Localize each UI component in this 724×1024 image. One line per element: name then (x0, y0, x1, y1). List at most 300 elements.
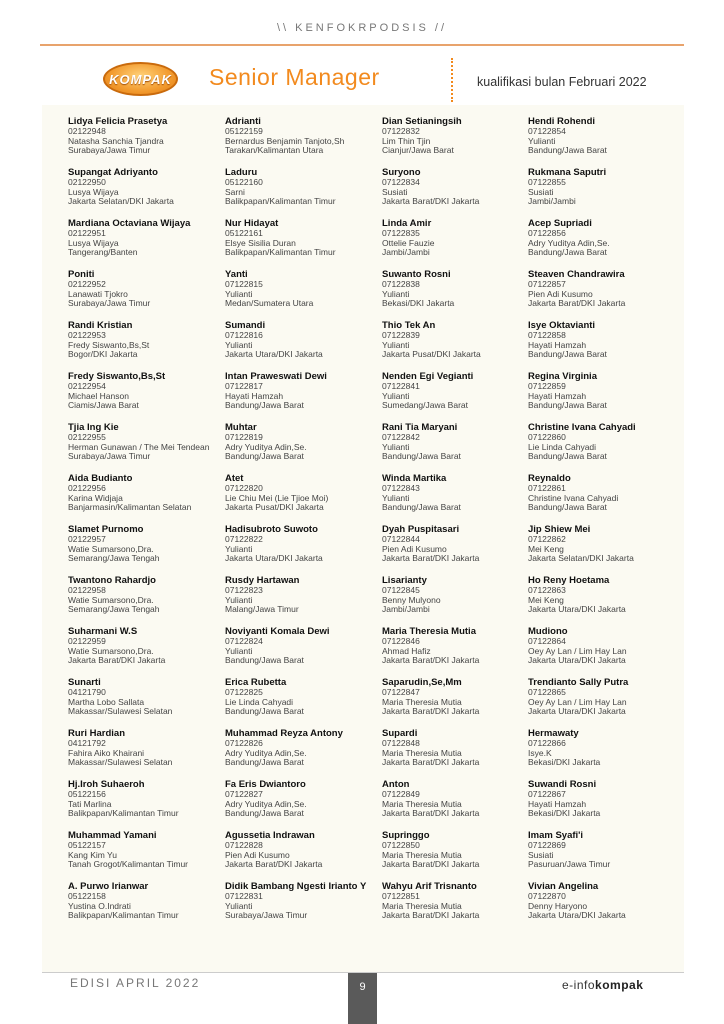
sponsor-name: Adry Yuditya Adin,Se. (225, 441, 307, 452)
member-name: Intan Praweswati Dewi (225, 371, 327, 382)
member-entry (528, 677, 668, 728)
sponsor-name: Hayati Hamzah (528, 390, 587, 401)
member-code: 07122823 (225, 585, 263, 595)
member-name: Ho Reny Hoetama (528, 575, 610, 586)
member-entry (382, 371, 528, 422)
member-entry (528, 218, 668, 269)
member-code: 02122951 (68, 228, 106, 238)
member-location: Pasuruan/Jawa Timur (528, 859, 611, 870)
member-name: Fredy Siswanto,Bs,St (68, 371, 166, 382)
member-location: Tangerang/Banten (68, 247, 138, 258)
sponsor-name: Lanawati Tjokro (68, 288, 128, 299)
sponsor-name: Maria Theresia Mutia (382, 696, 462, 707)
sponsor-name: Lusya Wijaya (68, 237, 119, 248)
sponsor-name: Oey Ay Lan / Lim Hay Lan (528, 696, 627, 707)
member-name: Randi Kristian (68, 320, 133, 331)
sponsor-name: Yulianti (382, 492, 410, 503)
member-name: Tjia Ing Kie (68, 422, 119, 433)
member-name: Muhammad Reyza Antony (225, 728, 343, 739)
member-location: Jakarta Utara/DKI Jakarta (528, 910, 626, 921)
member-name: Rukmana Saputri (528, 167, 607, 178)
member-name: Noviyanti Komala Dewi (225, 626, 330, 637)
member-name: Nur Hidayat (225, 218, 279, 229)
member-name: Adrianti (225, 116, 261, 127)
sponsor-name: Yulianti (225, 645, 253, 656)
member-entry (225, 320, 382, 371)
sponsor-name: Natasha Sanchia Tjandra (68, 135, 164, 146)
sponsor-name: Yulianti (528, 135, 556, 146)
member-name: Maria Theresia Mutia (382, 626, 476, 637)
member-entry (68, 830, 225, 881)
member-entry (225, 167, 382, 218)
sponsor-name: Hayati Hamzah (528, 339, 587, 350)
member-location: Cianjur/Jawa Barat (382, 145, 454, 156)
member-name: Regina Virginia (528, 371, 597, 382)
member-code: 02122950 (68, 177, 106, 187)
member-entry (528, 881, 668, 932)
member-code: 02122948 (68, 126, 106, 136)
sponsor-name: Herman Gunawan / The Mei Tendean (68, 441, 210, 452)
member-location: Medan/Sumatera Utara (225, 298, 314, 309)
member-name: Supangat Adriyanto (68, 167, 158, 178)
member-entry (528, 473, 668, 524)
member-name: Dian Setianingsih (382, 116, 462, 127)
member-name: Supardi (382, 728, 418, 739)
member-name: Fa Eris Dwiantoro (225, 779, 306, 790)
member-name: Suryono (382, 167, 421, 178)
sponsor-name: Sarni (225, 186, 245, 197)
member-location: Bandung/Jawa Barat (225, 706, 304, 717)
brand-prefix: e-info (562, 978, 596, 992)
member-name: Wahyu Arif Trisnanto (382, 881, 477, 892)
sponsor-name: Ahmad Hafiz (382, 645, 431, 656)
sponsor-name: Maria Theresia Mutia (382, 849, 462, 860)
member-code: 07122859 (528, 381, 566, 391)
member-code: 07122858 (528, 330, 566, 340)
member-location: Semarang/Jawa Tengah (68, 553, 160, 564)
member-entry (225, 524, 382, 575)
header-divider (40, 44, 684, 46)
member-code: 07122820 (225, 483, 263, 493)
member-code: 07122842 (382, 432, 420, 442)
member-name: Hj.Iroh Suhaeroh (68, 779, 145, 790)
member-code: 02122958 (68, 585, 106, 595)
member-entry (68, 422, 225, 473)
sponsor-name: Lie Chiu Mei (Lie Tjioe Moi) (225, 492, 329, 503)
member-name: Supringgo (382, 830, 430, 841)
sponsor-name: Lusya Wijaya (68, 186, 119, 197)
member-code: 04121792 (68, 738, 106, 748)
member-name: Suwandi Rosni (528, 779, 597, 790)
sponsor-name: Lim Thin Tjin (382, 135, 431, 146)
sponsor-name: Christine Ivana Cahyadi (528, 492, 619, 503)
member-location: Tanah Grogot/Kalimantan Timur (68, 859, 189, 870)
member-location: Bandung/Jawa Barat (382, 502, 461, 513)
member-code: 07122857 (528, 279, 566, 289)
member-location: Ciamis/Jawa Barat (68, 400, 139, 411)
member-location: Bandung/Jawa Barat (225, 757, 304, 768)
member-name: Isye Oktavianti (528, 320, 596, 331)
sponsor-name: Maria Theresia Mutia (382, 747, 462, 758)
member-name: Erica Rubetta (225, 677, 287, 688)
member-entry (68, 218, 225, 269)
member-name: Linda Amir (382, 218, 432, 229)
member-code: 05122156 (68, 789, 106, 799)
member-code: 07122854 (528, 126, 566, 136)
member-entry (382, 881, 528, 932)
member-entry (225, 422, 382, 473)
member-entry (68, 524, 225, 575)
sponsor-name: Yulianti (225, 543, 253, 554)
member-entry (528, 779, 668, 830)
member-location: Jakarta Barat/DKI Jakarta (382, 655, 480, 666)
member-entry (382, 473, 528, 524)
member-location: Bekasi/DKI Jakarta (528, 808, 601, 819)
member-name: Reynaldo (528, 473, 571, 484)
member-entry (528, 524, 668, 575)
member-entry (225, 218, 382, 269)
member-entry (382, 116, 528, 167)
member-location: Bandung/Jawa Barat (528, 400, 607, 411)
member-entry (528, 116, 668, 167)
member-list (68, 116, 668, 932)
member-location: Jakarta Utara/DKI Jakarta (225, 349, 323, 360)
member-name: Suharmani W.S (68, 626, 138, 637)
sponsor-name: Martha Lobo Sallata (68, 696, 145, 707)
member-name: Muhammad Yamani (68, 830, 157, 841)
member-entry (382, 320, 528, 371)
member-entry (528, 269, 668, 320)
member-name: Imam Syafi'i (528, 830, 584, 841)
edition-label (70, 978, 200, 988)
member-location: Bandung/Jawa Barat (528, 502, 607, 513)
member-name: Didik Bambang Ngesti Irianto Y (225, 881, 367, 892)
sponsor-name: Tati Marlina (68, 798, 112, 809)
member-name: Rani Tia Maryani (382, 422, 458, 433)
member-location: Jakarta Barat/DKI Jakarta (68, 655, 166, 666)
member-name: Lisarianty (382, 575, 427, 586)
sponsor-name: Maria Theresia Mutia (382, 798, 462, 809)
member-code: 07122835 (382, 228, 420, 238)
member-entry (225, 269, 382, 320)
member-entry (382, 779, 528, 830)
member-location: Balikpapan/Kalimantan Timur (225, 247, 336, 258)
member-entry (382, 218, 528, 269)
footer-brand (562, 978, 643, 992)
member-name: Hermawaty (528, 728, 579, 739)
sponsor-name: Pien Adi Kusumo (225, 849, 290, 860)
member-entry (68, 779, 225, 830)
member-entry (528, 575, 668, 626)
member-location: Bandung/Jawa Barat (528, 247, 607, 258)
member-location: Jakarta Barat/DKI Jakarta (382, 757, 480, 768)
member-entry (225, 575, 382, 626)
member-name: Steaven Chandrawira (528, 269, 625, 280)
sponsor-name: Yustina O.Indrati (68, 900, 131, 911)
member-location: Balikpapan/Kalimantan Timur (225, 196, 336, 207)
member-entry (382, 524, 528, 575)
member-entry (225, 881, 382, 932)
member-name: Trendianto Sally Putra (528, 677, 629, 688)
sponsor-name: Watie Sumarsono,Dra. (68, 645, 154, 656)
member-name: Dyah Puspitasari (382, 524, 460, 535)
member-code: 05122158 (68, 891, 106, 901)
member-code: 05122160 (225, 177, 263, 187)
member-code: 07122817 (225, 381, 263, 391)
member-name: A. Purwo Irianwar (68, 881, 149, 892)
member-entry (528, 830, 668, 881)
member-code: 07122844 (382, 534, 420, 544)
member-entry (68, 167, 225, 218)
member-location: Balikpapan/Kalimantan Timur (68, 910, 179, 921)
sponsor-name: Watie Sumarsono,Dra. (68, 543, 154, 554)
sponsor-name: Yulianti (225, 288, 253, 299)
member-code: 07122828 (225, 840, 263, 850)
member-code: 07122849 (382, 789, 420, 799)
page-number: 9 (359, 981, 366, 993)
member-name: Jip Shiew Mei (528, 524, 591, 535)
member-code: 07122843 (382, 483, 420, 493)
member-code: 07122869 (528, 840, 566, 850)
sponsor-name: Oey Ay Lan / Lim Hay Lan (528, 645, 627, 656)
member-entry (68, 320, 225, 371)
logo-text: KOMPAK (109, 71, 172, 87)
sponsor-name: Watie Sumarsono,Dra. (68, 594, 154, 605)
member-entry (382, 626, 528, 677)
member-code: 07122847 (382, 687, 420, 697)
title-separator (451, 58, 453, 102)
kompak-logo (103, 62, 178, 96)
member-code: 04121790 (68, 687, 106, 697)
member-name: Winda Martika (382, 473, 447, 484)
member-location: Jakarta Utara/DKI Jakarta (528, 604, 626, 615)
member-entry (528, 371, 668, 422)
member-code: 07122834 (382, 177, 420, 187)
member-code: 05122159 (225, 126, 263, 136)
sponsor-name: Adry Yuditya Adin,Se. (225, 798, 307, 809)
member-location: Jakarta Selatan/DKI Jakarta (68, 196, 174, 207)
member-code: 07122827 (225, 789, 263, 799)
sponsor-name: Yulianti (225, 594, 253, 605)
member-location: Bandung/Jawa Barat (528, 349, 607, 360)
member-name: Rusdy Hartawan (225, 575, 300, 586)
member-entry (382, 677, 528, 728)
member-code: 02122957 (68, 534, 106, 544)
member-name: Anton (382, 779, 410, 790)
member-code: 07122848 (382, 738, 420, 748)
member-location: Makassar/Sulawesi Selatan (68, 757, 173, 768)
sponsor-name: Ottelie Fauzie (382, 237, 435, 248)
sponsor-name: Susiati (528, 849, 554, 860)
member-name: Mardiana Octaviana Wijaya (68, 218, 191, 229)
member-entry (225, 677, 382, 728)
member-location: Bogor/DKI Jakarta (68, 349, 138, 360)
member-name: Hendi Rohendi (528, 116, 596, 127)
magazine-section-label: \\ KENFOKRPODSIS // (276, 22, 448, 34)
member-entry (225, 728, 382, 779)
member-name: Atet (225, 473, 244, 484)
sponsor-name: Benny Mulyono (382, 594, 441, 605)
member-location: Bandung/Jawa Barat (528, 451, 607, 462)
sponsor-name: Isye.K (528, 747, 552, 758)
member-name: Slamet Purnomo (68, 524, 144, 535)
member-entry (225, 371, 382, 422)
member-location: Surabaya/Jawa Timur (68, 298, 151, 309)
member-code: 07122832 (382, 126, 420, 136)
member-location: Jambi/Jambi (382, 604, 430, 615)
member-code: 07122860 (528, 432, 566, 442)
member-entry (225, 830, 382, 881)
member-code: 07122831 (225, 891, 263, 901)
sponsor-name: Lie Linda Cahyadi (528, 441, 597, 452)
member-location: Jakarta Barat/DKI Jakarta (528, 298, 626, 309)
member-location: Balikpapan/Kalimantan Timur (68, 808, 179, 819)
member-code: 07122865 (528, 687, 566, 697)
member-location: Jakarta Barat/DKI Jakarta (382, 196, 480, 207)
sponsor-name: Adry Yuditya Adin,Se. (528, 237, 610, 248)
sponsor-name: Pien Adi Kusumo (382, 543, 447, 554)
sponsor-name: Maria Theresia Mutia (382, 900, 462, 911)
member-code: 07122867 (528, 789, 566, 799)
member-entry (225, 626, 382, 677)
member-entry (528, 626, 668, 677)
page-title: Senior Manager (209, 64, 380, 90)
member-entry (68, 881, 225, 932)
page-number-box (348, 973, 377, 1024)
member-entry (68, 473, 225, 524)
member-entry (528, 728, 668, 779)
member-code: 07122866 (528, 738, 566, 748)
member-entry (225, 779, 382, 830)
member-entry (68, 116, 225, 167)
member-code: 07122846 (382, 636, 420, 646)
member-location: Jakarta Barat/DKI Jakarta (382, 553, 480, 564)
member-code: 07122819 (225, 432, 263, 442)
member-location: Jakarta Utara/DKI Jakarta (528, 706, 626, 717)
sponsor-name: Denny Haryono (528, 900, 588, 911)
member-name: Agussetia Indrawan (225, 830, 315, 841)
member-code: 07122838 (382, 279, 420, 289)
member-entry (68, 371, 225, 422)
member-location: Malang/Jawa Timur (225, 604, 299, 615)
sponsor-name: Fahira Aiko Khairani (68, 747, 145, 758)
sponsor-name: Hayati Hamzah (528, 798, 587, 809)
member-name: Mudiono (528, 626, 568, 637)
member-name: Ruri Hardian (68, 728, 126, 739)
member-name: Aida Budianto (68, 473, 133, 484)
member-location: Jambi/Jambi (528, 196, 576, 207)
sponsor-name: Yulianti (225, 339, 253, 350)
member-name: Sumandi (225, 320, 266, 331)
member-code: 07122855 (528, 177, 566, 187)
member-location: Bekasi/DKI Jakarta (382, 298, 455, 309)
member-name: Hadisubroto Suwoto (225, 524, 318, 535)
qualification-period: kualifikasi bulan Februari 2022 (477, 75, 647, 89)
member-location: Bandung/Jawa Barat (528, 145, 607, 156)
sponsor-name: Bernardus Benjamin Tanjoto,Sh (225, 135, 345, 146)
member-location: Surabaya/Jawa Timur (225, 910, 308, 921)
sponsor-name: Lie Linda Cahyadi (225, 696, 294, 707)
member-name: Yanti (225, 269, 248, 280)
member-entry (382, 830, 528, 881)
member-entry (68, 677, 225, 728)
member-code: 07122824 (225, 636, 263, 646)
member-name: Christine Ivana Cahyadi (528, 422, 636, 433)
sponsor-name: Yulianti (382, 390, 410, 401)
member-entry (528, 167, 668, 218)
member-entry (68, 728, 225, 779)
member-location: Jambi/Jambi (382, 247, 430, 258)
member-name: Sunarti (68, 677, 101, 688)
edition-text: EDISI APRIL 2022 (70, 976, 201, 990)
member-name: Laduru (225, 167, 258, 178)
member-location: Surabaya/Jawa Timur (68, 451, 151, 462)
sponsor-name: Hayati Hamzah (225, 390, 284, 401)
member-location: Jakarta Barat/DKI Jakarta (382, 910, 480, 921)
member-entry (382, 167, 528, 218)
member-location: Bandung/Jawa Barat (382, 451, 461, 462)
member-code: 07122870 (528, 891, 566, 901)
member-location: Jakarta Pusat/DKI Jakarta (225, 502, 324, 513)
member-name: Thio Tek An (382, 320, 436, 331)
member-code: 02122953 (68, 330, 106, 340)
member-location: Banjarmasin/Kalimantan Selatan (68, 502, 192, 513)
member-code: 02122954 (68, 381, 106, 391)
member-code: 07122863 (528, 585, 566, 595)
member-entry (68, 575, 225, 626)
member-entry (382, 575, 528, 626)
sponsor-name: Fredy Siswanto,Bs,St (68, 339, 150, 350)
member-location: Jakarta Barat/DKI Jakarta (225, 859, 323, 870)
member-name: Lidya Felicia Prasetya (68, 116, 168, 127)
member-location: Makassar/Sulawesi Selatan (68, 706, 173, 717)
sponsor-name: Pien Adi Kusumo (528, 288, 593, 299)
member-entry (382, 728, 528, 779)
sponsor-name: Yulianti (382, 288, 410, 299)
sponsor-name: Michael Hanson (68, 390, 129, 401)
sponsor-name: Yulianti (382, 339, 410, 350)
member-code: 07122862 (528, 534, 566, 544)
member-location: Bandung/Jawa Barat (225, 808, 304, 819)
member-entry (382, 269, 528, 320)
member-location: Bandung/Jawa Barat (225, 400, 304, 411)
member-entry (68, 626, 225, 677)
sponsor-name: Yulianti (225, 900, 253, 911)
member-entry (528, 422, 668, 473)
sponsor-name: Karina Widjaja (68, 492, 123, 503)
member-location: Jakarta Utara/DKI Jakarta (528, 655, 626, 666)
member-location: Semarang/Jawa Tengah (68, 604, 160, 615)
member-location: Bekasi/DKI Jakarta (528, 757, 601, 768)
member-location: Jakarta Utara/DKI Jakarta (225, 553, 323, 564)
member-code: 07122825 (225, 687, 263, 697)
member-code: 07122816 (225, 330, 263, 340)
member-code: 07122856 (528, 228, 566, 238)
member-code: 07122822 (225, 534, 263, 544)
member-name: Twantono Rahardjo (68, 575, 156, 586)
member-code: 05122157 (68, 840, 106, 850)
member-location: Jakarta Barat/DKI Jakarta (382, 706, 480, 717)
member-code: 07122850 (382, 840, 420, 850)
sponsor-name: Yulianti (382, 441, 410, 452)
member-location: Sumedang/Jawa Barat (382, 400, 468, 411)
member-name: Suwanto Rosni (382, 269, 451, 280)
member-code: 07122839 (382, 330, 420, 340)
member-location: Jakarta Pusat/DKI Jakarta (382, 349, 481, 360)
sponsor-name: Mei Keng (528, 543, 564, 554)
member-name: Saparudin,Se,Mm (382, 677, 462, 688)
member-location: Tarakan/Kalimantan Utara (225, 145, 324, 156)
